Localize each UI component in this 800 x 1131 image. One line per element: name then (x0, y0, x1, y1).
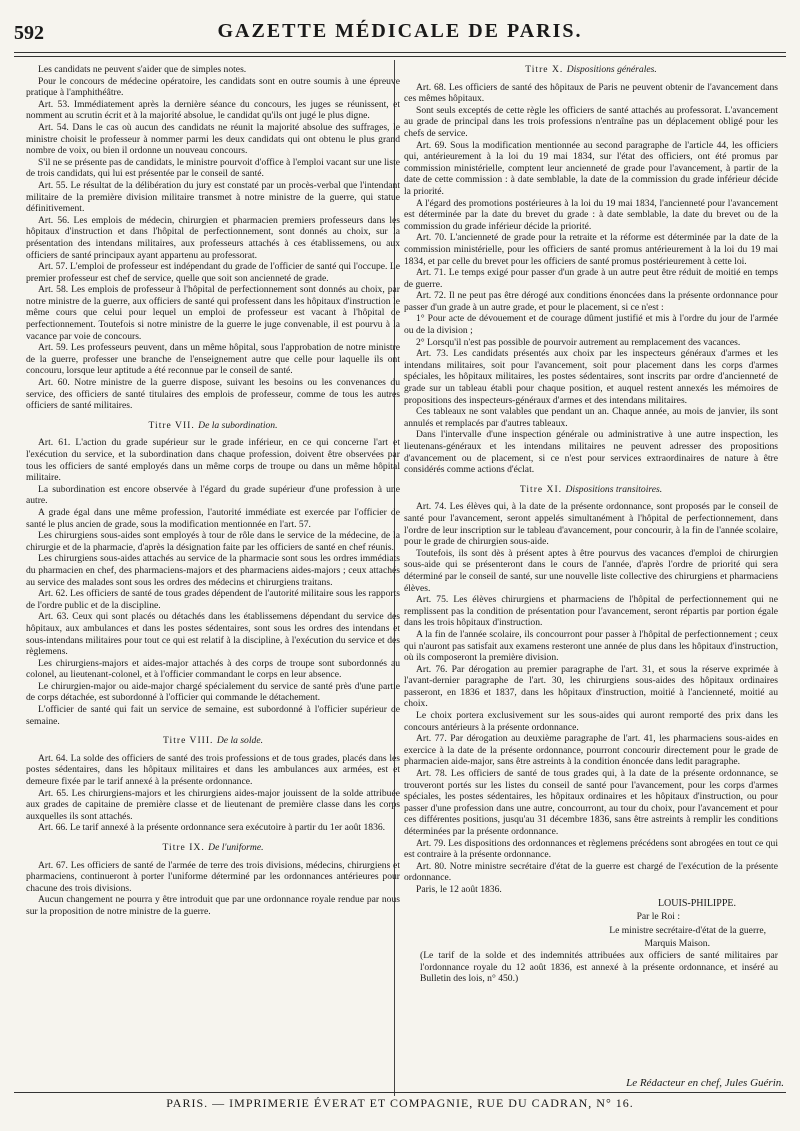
paragraph: A l'égard des promotions postérieures à la loi du 19 mai 1834, l'ancienneté pour l'avancement est déterminée par la date du brevet du grade : à date semblable, la date du brevet ou de la commission du grade inférieur décide la priorité. (404, 197, 778, 232)
paragraph: Aucun changement ne pourra y être introduit que par une ordonnance royale rendue par nous sur la proposition de notre ministre de la guerre. (26, 894, 400, 917)
footer-rule (14, 1092, 786, 1093)
paragraph: A grade égal dans une même profession, l'autorité immédiate est exercée par l'officier de santé le plus ancien de grade, sous la modification mentionnée en l'art. 57. (26, 506, 400, 530)
paragraph: 1° Pour acte de dévouement et de courage dûment justifié et mis à l'ordre du jour de l'armée ou de la division ; (404, 313, 778, 337)
section-subtitle: Dispositions générales. (566, 64, 657, 75)
paragraph: Ces tableaux ne sont valables que pendant un an. Chaque année, au mois de janvier, ils sont annulés et remplacés par d'autres tableaux. (404, 406, 778, 429)
section-number: Titre XI. (519, 483, 563, 495)
paragraph: Les candidats ne peuvent s'aider que de simples notes. (38, 64, 247, 75)
signature-line: Le ministre secrétaire-d'état de la guerre, (609, 924, 766, 936)
paragraph: Les chirurgiens sous-aides attachés au service de la pharmacie sont sous les ordres immédiats du pharmacien en chef, des pharmaciens-majors et des pharmaciens aides-majors ; ceux attachés au service des malades sont sous les ordres des médecins et chirurgiens traitans. (26, 553, 400, 588)
paragraph: Art. 55. Le résultat de la délibération du jury est constaté par un procès-verbal que l'intendant militaire de la première division militaire transmet à notre ministre de la guerre, qui statue définitivement. (26, 179, 400, 215)
tariff-note: (Le tarif de la solde et des indemnités attribuées aux officiers de santé militaires par l'ordonnance royale du 12 août 1836, est annexé à la présente ordonnance, et inséré au Bulletin des lois, n° 450.) (420, 949, 778, 985)
section-heading-titre-10 (404, 64, 778, 76)
paragraph: Toutefois, ils sont dès à présent aptes à être pourvus des vacances d'emploi de chirurgien sous-aide qui se présenteront dans le cours de l'année, d'après l'ordre de priorité qui sera déterminé par le conseil de santé, sur une nouvelle liste collective des chirurgiens et pharmaciens élèves. (404, 547, 778, 594)
section-subtitle: De la solde. (216, 735, 263, 747)
paragraph: Pour le concours de médecine opératoire, les candidats sont en outre soumis à une épreuve pratique à l'amphithéâtre. (26, 75, 400, 99)
paragraph: A la fin de l'année scolaire, ils concourront pour passer à l'hôpital de perfectionnement ; ceux qui n'auront pas satisfait aux examens resteront une année de plus dans les hôpitaux d'instruction, où ils composeront la première division. (404, 628, 778, 664)
paragraph: Art. 63. Ceux qui sont placés ou détachés dans les établissemens dépendant du service des hôpitaux, aux ambulances et dans les postes sédentaires, sont sous les ordres des intendans et sous-intendans militaires pour tout ce qui est relatif à la discipline, à l'exécution du service et des règlemens. (26, 611, 400, 658)
paragraph: 2° Lorsqu'il n'est pas possible de pourvoir autrement au remplacement des vacances. (416, 336, 741, 348)
paragraph: Art. 65. Les chirurgiens-majors et les chirurgiens aides-major jouissent de la solde attribuée aux grades de capitaine de première classe et de lieutenant de première classe dans les corps auxquelles ils sont attachés. (26, 787, 400, 822)
paragraph: Art. 54. Dans le cas où aucun des candidats ne réunit la majorité absolue des suffrages, le ministre choisit le professeur à nommer parmi les deux candidats qui ont obtenu le plus grand nombre de voix, ou bien il ordonne un nouveau concours. (26, 121, 400, 157)
paragraph: Art. 56. Les emplois de médecin, chirurgien et pharmacien premiers professeurs dans les hôpitaux d'instruction et dans l'hôpital de perfectionnement, sont donnés au choix, sur la présentation des intendans militaires, aux professeurs attachés à ces établissemens, ou aux officiers de santé principaux ayant appartenu au professorat. (26, 214, 400, 261)
header-rule-bottom (14, 56, 786, 57)
printer-footer: PARIS. — IMPRIMERIE ÉVERAT ET COMPAGNIE, RUE DU CADRAN, N° 16. (166, 1096, 634, 1110)
section-subtitle: De l'uniforme. (208, 842, 264, 853)
signature-name: LOUIS-PHILIPPE. (657, 897, 736, 909)
page-header (14, 22, 786, 46)
paragraph: Les chirurgiens-majors et aides-major attachés à des corps de troupe sont subordonnés au colonel, au lieutenant-colonel, et à l'officier commandant le corps en leur absence. (26, 657, 400, 681)
section-subtitle: De la subordination. (198, 419, 278, 431)
section-number: Titre X. (525, 64, 564, 75)
page-number: 592 (14, 22, 44, 44)
paragraph: Art. 58. Les emplois de professeur à l'hôpital de perfectionnement sont donnés au choix, par notre ministre de la guerre, aux officiers de santé qui professent dans les hôpitaux d'instruction le même cours que celui pour lequel un emploi de professeur est vacant à l'hôpital de perfectionnement. Toutefois si notre ministre de la guerre le juge convenable, il est pourvu à la vacance par voie de concours. (26, 284, 400, 342)
paragraph: S'il ne se présente pas de candidats, le ministre pourvoit d'office à l'emploi vacant sur une liste de trois candidats, qui lui est présentée par le conseil de santé. (26, 156, 400, 180)
paragraph: Art. 69. Sous la modification mentionnée au second paragraphe de l'article 44, les officiers qui, antérieurement à la loi du 19 mai 1834, sur l'état des officiers, ont été promus par commission ministérielle, comptent leur ancienneté de grade pour l'avancement, à partir de la date de cette commission : à date semblable, la date de la commission du grade inférieur décide la priorité. (404, 139, 778, 197)
section-heading-titre-7 (26, 420, 400, 432)
paragraph: Sont seuls exceptés de cette règle les officiers de santé attachés au professorat. L'avancement au grade de principal dans les trois professions n'entraîne pas un déplacement obligé pour les chefs de service. (404, 104, 778, 139)
signature-line: Marquis Maison. (644, 938, 710, 950)
paragraph: Les chirurgiens sous-aides sont employés à tour de rôle dans le service de la médecine, de la chirurgie et de la pharmacie, d'après la désignation faite par les officiers de santé en chef réunis. (26, 530, 400, 553)
section-heading-titre-8 (26, 735, 400, 747)
right-column (404, 64, 778, 1088)
section-number: Titre VIII. (163, 735, 214, 747)
header-rule-top (14, 52, 786, 53)
paragraph: Art. 59. Les professeurs peuvent, dans un même hôpital, sous l'approbation de notre ministre de la guerre, professer une branche de l'enseignement autre que celle pour laquelle ils ont concouru, lorsque leur aptitude a été reconnue par le conseil de santé. (26, 342, 400, 377)
section-heading-titre-9 (26, 842, 400, 854)
paragraph: Art. 60. Notre ministre de la guerre dispose, suivant les besoins ou les convenances du service, des officiers de santé titulaires des emplois de professeur, comme de tous les autres officiers de santé militaires. (26, 377, 400, 412)
left-column (26, 64, 400, 1088)
paragraph: Art. 78. Les officiers de santé de tous grades qui, à la date de la présente ordonnance, se trouveront portés sur les listes du conseil de santé pour l'avancement, pour les corps d'armes spéciales, les postes sédentaires, les hôpitaux ordinaires et les hôpitaux d'instruction, ou pour passer d'une profession dans une autre, concourront, au tour du choix, pour l'avancement et pour ces différentes positions, jusqu'au 31 décembre 1836, sans être astreints à remplir les conditions déterminées par la présente ordonnance. (404, 768, 778, 837)
paragraph: Art. 73. Les candidats présentés aux choix par les inspecteurs généraux d'armes et les intendans militaires, soit pour l'avancement, soit pour placement dans les corps d'armes spéciales, les hôpitaux militaires, les postes sédentaires, sont inscrits par ordre d'ancienneté de grade sur un tableau établi pour chaque position, et auquel restent annexés les mémoires de propositions des inspecteurs-généraux d'armes et des intendans militaires. (404, 348, 778, 406)
editor-signature: Le Rédacteur en chef, Jules Guérin. (626, 1077, 784, 1089)
paragraph: Art. 80. Notre ministre secrétaire d'état de la guerre est chargé de l'exécution de la présente ordonnance. (404, 860, 778, 884)
paragraph: Art. 68. Les officiers de santé des hôpitaux de Paris ne peuvent obtenir de l'avancement dans ces mêmes hôpitaux. (404, 81, 778, 105)
paragraph: Le chirurgien-major ou aide-major chargé spécialement du service de santé près d'une partie de corps détachée, est subordonné à l'officier qui commande le détachement. (26, 680, 400, 704)
section-subtitle: Dispositions transitoires. (565, 483, 663, 495)
date-line: Paris, le 12 août 1836. (416, 883, 502, 895)
section-number: Titre VII. (148, 419, 195, 431)
page-title: GAZETTE MÉDICALE DE PARIS. (217, 20, 583, 42)
paragraph: Art. 64. La solde des officiers de santé des trois professions et de tous grades, placés dans les postes sédentaires, dans les hôpitaux militaires et dans les ambulances aux armées, est et demeure fixée par le tarif annexé à la présente ordonnance. (26, 752, 400, 788)
paragraph: Art. 72. Il ne peut pas être dérogé aux conditions énoncées dans la présente ordonnance pour passer d'un grade à un autre grade, et pour le placement, si ce n'est : (404, 290, 778, 313)
paragraph: Art. 53. Immédiatement après la dernière séance du concours, les juges se réunissent, et nomment au scrutin écrit et à la majorité absolue, le candidat qu'ils ont jugé le plus digne. (26, 98, 400, 122)
paragraph: Art. 77. Par dérogation au deuxième paragraphe de l'art. 41, les pharmaciens sous-aides en exercice à la date de la présente ordonnance, pourront concourir directement pour le grade de pharmacien aide-major, sans être astreints à la condition énoncée dans ledit paragraphe. (404, 733, 778, 768)
signature-line: Par le Roi : (636, 911, 680, 923)
section-number: Titre IX. (162, 842, 205, 853)
section-heading-titre-11 (404, 484, 778, 496)
paragraph: Art. 57. L'emploi de professeur est indépendant du grade de l'officier de santé qui l'occupe. Le premier professeur est chef de service, quelle que soit son ancienneté de grade. (26, 261, 400, 284)
paragraph: Le choix portera exclusivement sur les sous-aides qui auront remporté des prix dans les concours antérieurs à la présente ordonnance. (404, 710, 778, 733)
paragraph: Art. 62. Les officiers de santé de tous grades dépendent de l'autorité militaire sous les rapports de l'ordre public et de la discipline. (26, 588, 400, 611)
paragraph: Art. 75. Les élèves chirurgiens et pharmaciens de l'hôpital de perfectionnement qui ne remplissent pas la condition de présentation pour l'avancement, seront répartis par portion égale dans les trois hôpitaux d'instruction. (404, 594, 778, 629)
paragraph: Art. 79. Les dispositions des ordonnances et règlemens précédens sont abrogées en tout ce qui est contraire à la présente ordonnance. (404, 837, 778, 861)
paragraph: Art. 71. Le temps exigé pour passer d'un grade à un autre peut être réduit de moitié en temps de guerre. (404, 267, 778, 290)
paragraph: Art. 67. Les officiers de santé de l'armée de terre des trois divisions, médecins, chirurgiens et pharmaciens, continueront à porter l'uniforme déterminé par les ordonnances antérieures pour chacune des trois divisions. (26, 859, 400, 894)
paragraph: L'officier de santé qui fait un service de semaine, est subordonné à l'officier supérieur de semaine. (26, 704, 400, 727)
paragraph: La subordination est encore observée à l'égard du grade supérieur d'une profession à une autre. (26, 483, 400, 507)
paragraph: Art. 70. L'ancienneté de grade pour la retraite et la réforme est déterminée par la date de la commission ministérielle, pour les officiers de santé promus antérieurement à la loi du 19 mai 1834, et par celle du brevet pour les officiers de santé promus postérieurement à cette loi. (404, 232, 778, 267)
paragraph: Art. 66. Le tarif annexé à la présente ordonnance sera exécutoire à partir du 1er août 1836. (38, 822, 386, 834)
paragraph: Art. 74. Les élèves qui, à la date de la présente ordonnance, sont proposés par le conseil de santé pour l'avancement, seront appelés simultanément à l'hôpital de perfectionnement, dans l'ordre de leur inscription sur le tableau d'avancement, pour concourir, à la fin de l'année scolaire, pour le grade de chirurgien sous-aide. (404, 501, 778, 548)
paragraph: Dans l'intervalle d'une inspection générale ou administrative à une autre inspection, les lieutenans-généraux et les intendans militaires ne peuvent adresser des propositions d'avancement ou de placement, si ce n'est pour services extraordinaires de nature à être considérés comme actions d'éclat. (404, 429, 778, 476)
paragraph: Art. 61. L'action du grade supérieur sur le grade inférieur, en ce qui concerne l'art et l'exécution du service, et la subordination dans chaque profession, doivent être observées par tous les officiers de santé employés dans un même corps de troupe ou dans un même hôpital militaire. (26, 437, 400, 484)
paragraph: Art. 76. Par dérogation au premier paragraphe de l'art. 31, et sous la réserve exprimée à l'avant-dernier paragraphe de l'art. 30, les chirurgiens sous-aides des hôpitaux ordinaires passeront, en 1836 et 1837, dans les hôpitaux d'instruction, moitié à l'ancienneté, moitié au choix. (404, 663, 778, 710)
